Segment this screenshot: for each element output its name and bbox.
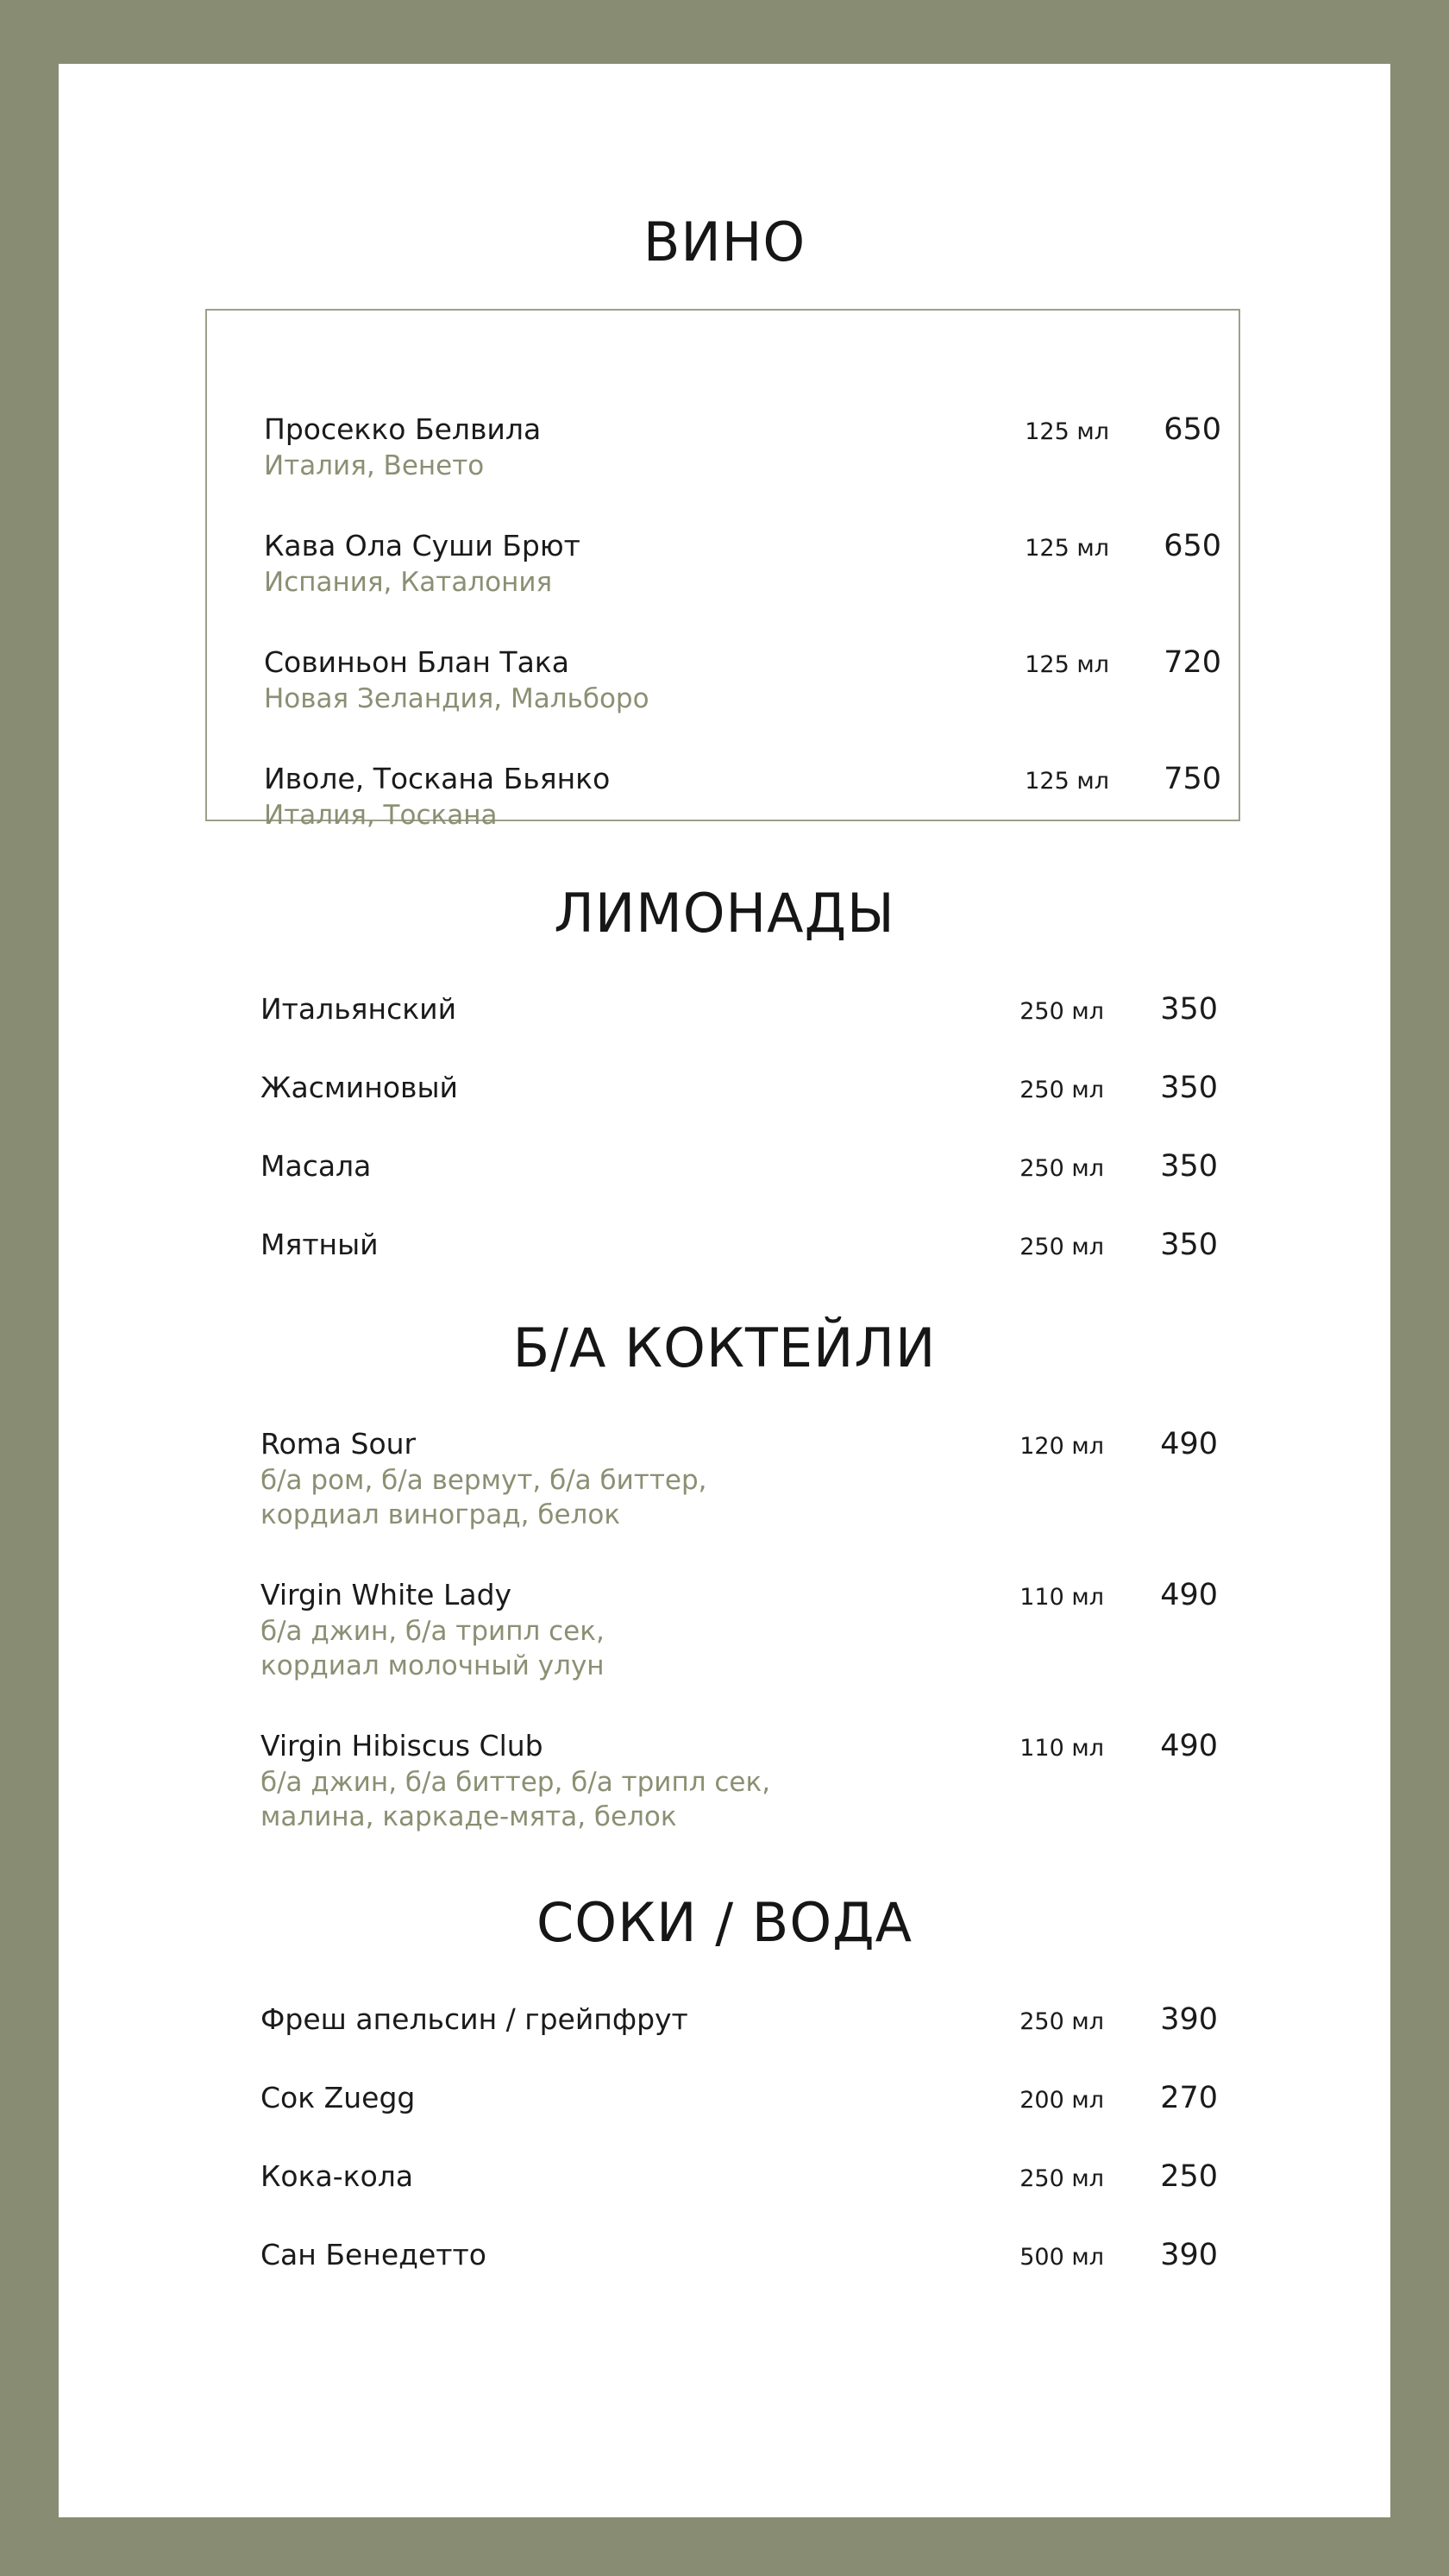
item-description: б/а ром, б/а вермут, б/а биттер, кордиал виноград, белок [260, 1465, 707, 1530]
item-name: Итальянский [260, 992, 457, 1026]
item-region: Италия, Венето [264, 450, 485, 481]
item-price: 490 [1160, 1729, 1218, 1763]
item-name: Кока-кола [260, 2159, 414, 2193]
item-volume: 120 мл [1019, 1433, 1104, 1460]
section-title-juices: СОКИ / ВОДА [536, 1891, 913, 1954]
item-name: Иволе, Тоскана Бьянко [264, 762, 611, 795]
item-volume: 110 мл [1019, 1735, 1104, 1762]
item-price: 350 [1160, 1228, 1218, 1262]
item-volume: 250 мл [1019, 1155, 1104, 1182]
item-name: Сан Бенедетто [260, 2238, 486, 2271]
item-name: Virgin White Lady [260, 1578, 512, 1612]
wine-box [205, 309, 1240, 831]
item-name: Virgin Hibiscus Club [260, 1729, 543, 1762]
item-volume: 125 мл [1025, 418, 1109, 445]
item-volume: 200 мл [1019, 2087, 1104, 2114]
item-price: 390 [1160, 2002, 1218, 2037]
item-name: Просекко Белвила [264, 412, 542, 446]
item-description: б/а джин, б/а биттер, б/а трипл сек, малина, каркаде-мята, белок [260, 1767, 771, 1832]
item-price: 350 [1160, 1071, 1218, 1105]
item-volume: 125 мл [1025, 768, 1109, 795]
item-description: б/а джин, б/а трипл сек, кордиал молочный улун [260, 1616, 605, 1681]
item-volume: 250 мл [1019, 2165, 1104, 2192]
item-name: Фреш апельсин / грейпфрут [260, 2002, 688, 2036]
item-volume: 125 мл [1025, 651, 1109, 678]
item-price: 350 [1160, 1149, 1218, 1184]
item-volume: 250 мл [1019, 1234, 1104, 1260]
item-name: Жасминовый [260, 1071, 458, 1104]
item-name: Масала [260, 1149, 372, 1183]
item-price: 490 [1160, 1578, 1218, 1612]
item-price: 650 [1164, 529, 1221, 563]
menu-page [59, 64, 1390, 2517]
item-name: Roma Sour [260, 1427, 417, 1461]
item-region: Новая Зеландия, Мальборо [264, 683, 649, 714]
section-title-lemonades: ЛИМОНАДЫ [554, 882, 895, 945]
section-title-wine: ВИНО [643, 210, 806, 273]
item-name: Сок Zuegg [260, 2081, 416, 2114]
item-name: Мятный [260, 1228, 379, 1261]
item-name: Совиньон Блан Така [264, 645, 569, 679]
item-price: 490 [1160, 1427, 1218, 1461]
item-volume: 250 мл [1019, 2008, 1104, 2035]
item-name: Кава Ола Суши Брют [264, 529, 580, 562]
item-region: Испания, Каталония [264, 567, 553, 598]
item-price: 250 [1160, 2159, 1218, 2194]
wine-list [264, 311, 1221, 831]
item-price: 650 [1164, 412, 1221, 447]
item-region: Италия, Тоскана [264, 800, 498, 831]
item-volume: 500 мл [1019, 2244, 1104, 2271]
item-volume: 250 мл [1019, 1077, 1104, 1103]
item-volume: 125 мл [1025, 535, 1109, 562]
item-price: 390 [1160, 2238, 1218, 2272]
item-price: 750 [1164, 762, 1221, 796]
item-price: 720 [1164, 645, 1221, 680]
item-volume: 250 мл [1019, 998, 1104, 1025]
item-price: 350 [1160, 992, 1218, 1027]
item-volume: 110 мл [1019, 1584, 1104, 1611]
item-price: 270 [1160, 2081, 1218, 2115]
section-title-cocktails: Б/А КОКТЕЙЛИ [512, 1316, 937, 1379]
